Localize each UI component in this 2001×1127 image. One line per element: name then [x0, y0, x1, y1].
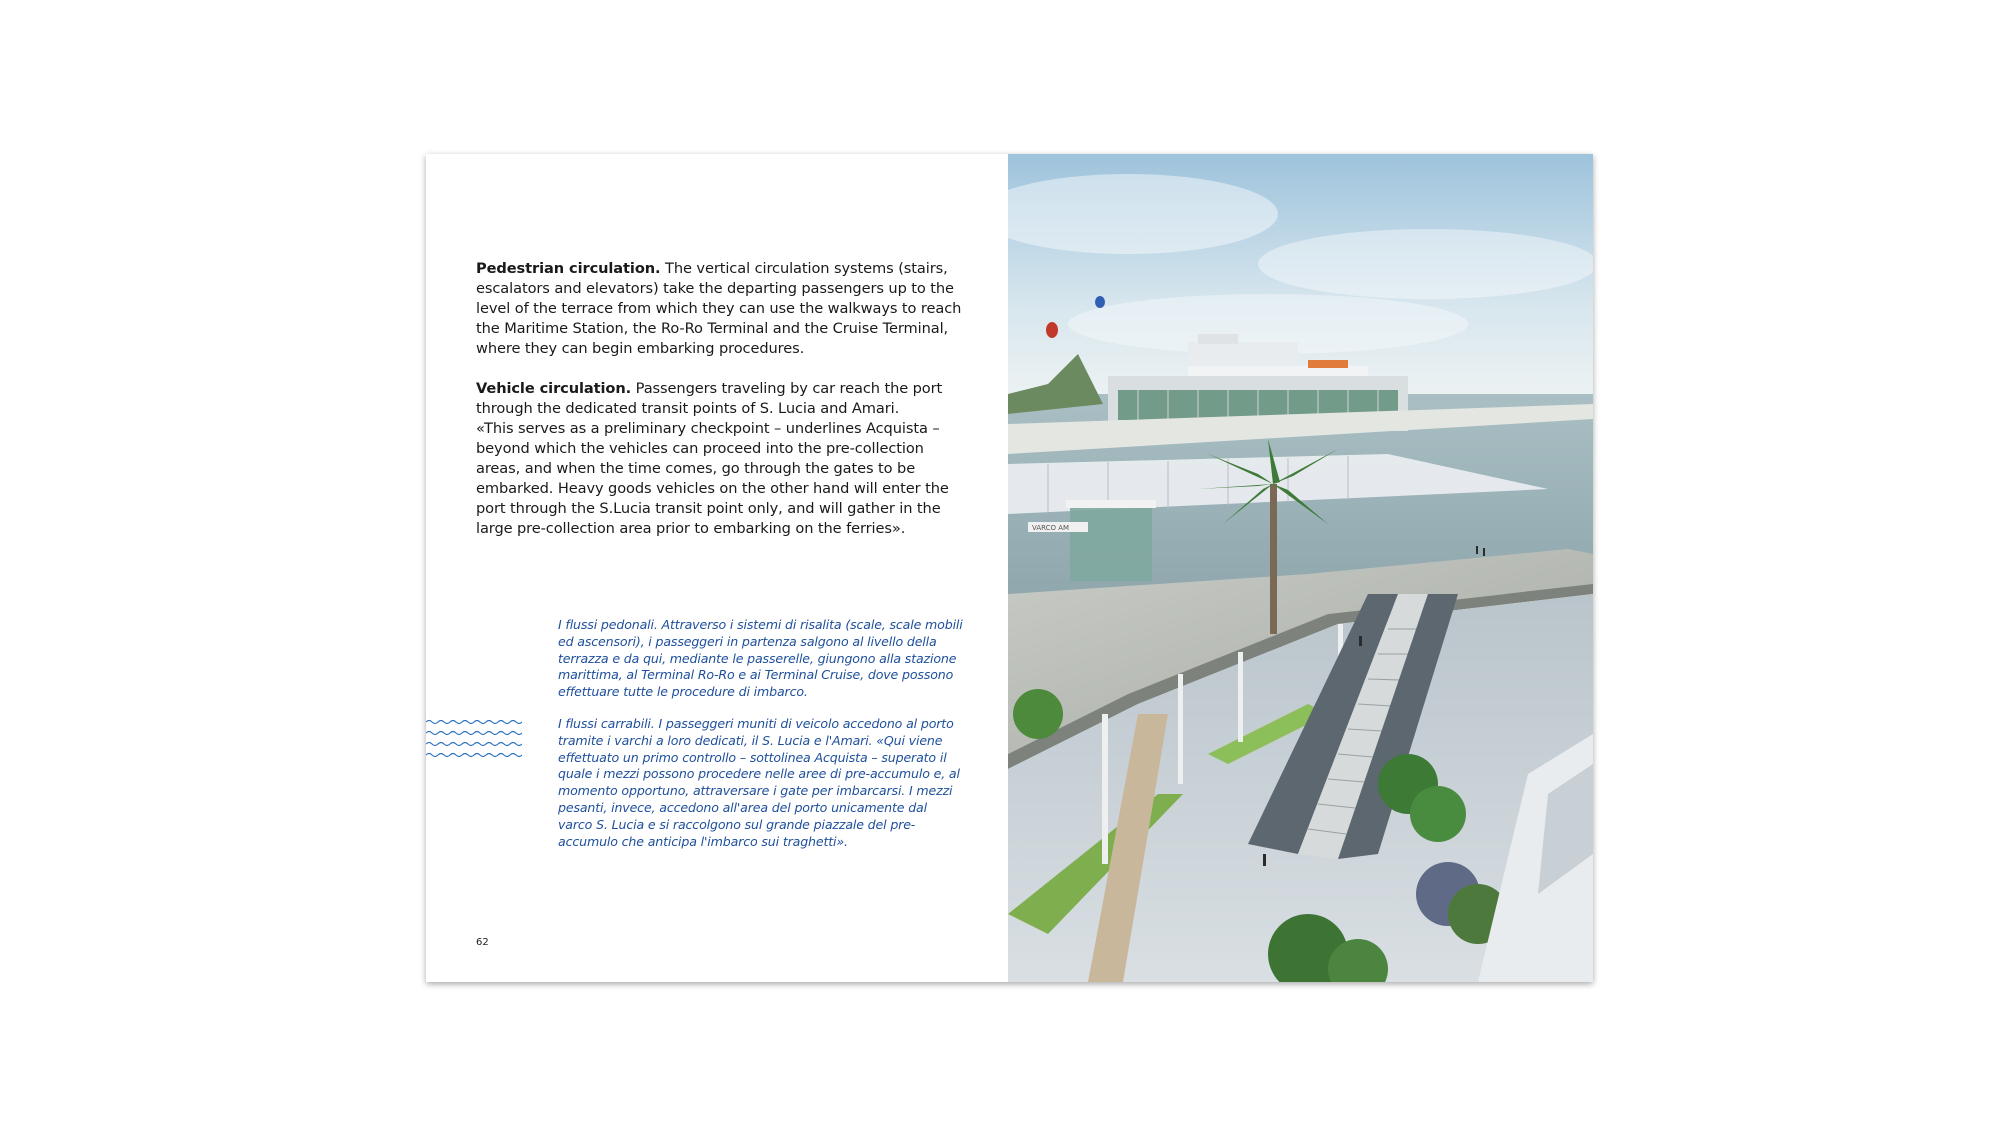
- vehicle-paragraph: [476, 379, 962, 539]
- vehicle-heading: Vehicle circulation.: [476, 380, 632, 397]
- italian-pedestrian-paragraph: I flussi pedonali. Attraverso i sistemi di risalita (scale, scale mobili ed ascensori), i passeggeri in partenza salgono al livello della terrazza e da qui, mediante le passerelle, giungono alla stazione marittima, al Terminal Ro-Ro e ai Terminal Cruise, dove possono effettuare tutte le procedure di imbarco.: [558, 617, 963, 700]
- book-spread: [426, 154, 1593, 982]
- pedestrian-paragraph: [476, 259, 962, 359]
- italian-vehicle-paragraph: I flussi carrabili. I passeggeri muniti di veicolo accedono al porto tramite i varchi a loro dedicati, il S. Lucia e l'Amari. «Qui viene effettuato un primo controllo – sottolinea Acquista – superato il quale i mezzi possono procedere nelle aree di pre-accumulo e, al momento opportuno, attraversare i gate per imbarcarsi. I mezzi pesanti, invece, accedono all'area del porto unicamente dal varco S. Lucia e si raccolgono sul grande piazzale del pre-accumulo che anticipa l'imbarco sui traghetti».: [558, 715, 960, 849]
- pedestrian-body: The vertical circulation systems (stairs, escalators and elevators) take the departing passengers up to the level of the terrace from which they can use the walkways to reach the Maritime Station, the Ro-Ro Terminal and the Cruise Terminal, where they can begin embarking procedures.: [476, 260, 962, 357]
- port-terminal-rendering: [1008, 154, 1593, 982]
- wave-decoration: [426, 719, 522, 767]
- english-text-block: [476, 259, 962, 559]
- right-page: [1008, 154, 1593, 982]
- varco-sign: VARCO AM: [1032, 524, 1070, 532]
- italian-text-block: [558, 617, 964, 865]
- page-number: 62: [476, 937, 489, 948]
- vehicle-body: Passengers traveling by car reach the port through the dedicated transit points of S. Lucia and Amari.: [476, 380, 943, 417]
- left-page: [426, 154, 1008, 982]
- vehicle-quote: «This serves as a preliminary checkpoint – underlines Acquista – beyond which the vehicles can proceed into the pre-collection areas, and when the time comes, go through the gates to be embarked. Heavy goods vehicles on the other hand will enter the port through the S.Lucia transit point only, and will gather in the large pre-collection area prior to embarking on the ferries».: [476, 420, 949, 537]
- pedestrian-heading: Pedestrian circulation.: [476, 260, 661, 277]
